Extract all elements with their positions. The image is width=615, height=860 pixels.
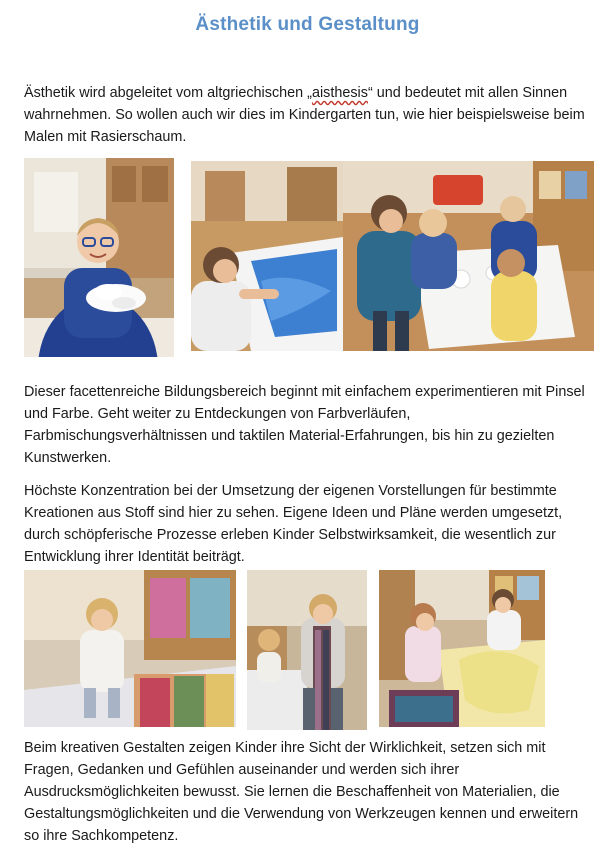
paragraph-creative-design: Beim kreativen Gestalten zeigen Kinder ihre Sicht der Wirklichkeit, setzen sich mit Fragen, Gedanken und Gefühlen auseinander und werden sich ihrer Ausdrucksmöglichkeiten bewusst. Sie lernen die Beschaffenheit von Materialien, die Gestaltungsmöglichkeiten und die Verwendung von Werkzeugen kennen und erweitern so ihre Sachkompetenz.	[24, 740, 579, 844]
intro-text-end: “ und bedeutet mit allen Sinnen wahrnehmen. So wollen auch wir dies im Kindergarten tun, wie hier beispielsweise beim Malen mit Rasierschaum.	[24, 85, 585, 145]
spellcheck-word: aisthesis	[311, 85, 368, 101]
paragraph-education-area: Dieser facettenreiche Bildungsbereich beginnt mit einfachem experimentieren mit Pinsel und Farbe. Geht weiter zu Entdeckungen von Farbverläufen, Farbmischungsverhältnissen und taktilen Material-Erfahrungen, bis hin zu gezielten Kunstwerken.	[24, 384, 585, 466]
photo-painting-table	[191, 161, 343, 351]
intro-text-start: Ästhetik wird abgeleitet vom altgriechischen „	[24, 85, 312, 101]
photo-girls-with-yellow-fabric	[379, 570, 545, 727]
paragraph-fabric-creations: Höchste Konzentration bei der Umsetzung der eigenen Vorstellungen für bestimmte Kreationen aus Stoff sind hier zu sehen. Eigene Ideen und Pläne werden umgesetzt, durch schöpferische Prozesse erleben Kinder Selbstwirksamkeit, die wesentlich zur Entwicklung ihrer Identität beiträgt.	[24, 483, 563, 565]
photo-boy-with-foam	[24, 158, 174, 357]
page-title: Ästhetik und Gestaltung	[195, 14, 420, 35]
photo-girl-with-fabric-strip	[247, 570, 367, 730]
photo-kids-at-table	[343, 161, 594, 351]
intro-paragraph	[24, 82, 594, 148]
photo-girl-cutting-fabric	[24, 570, 236, 727]
